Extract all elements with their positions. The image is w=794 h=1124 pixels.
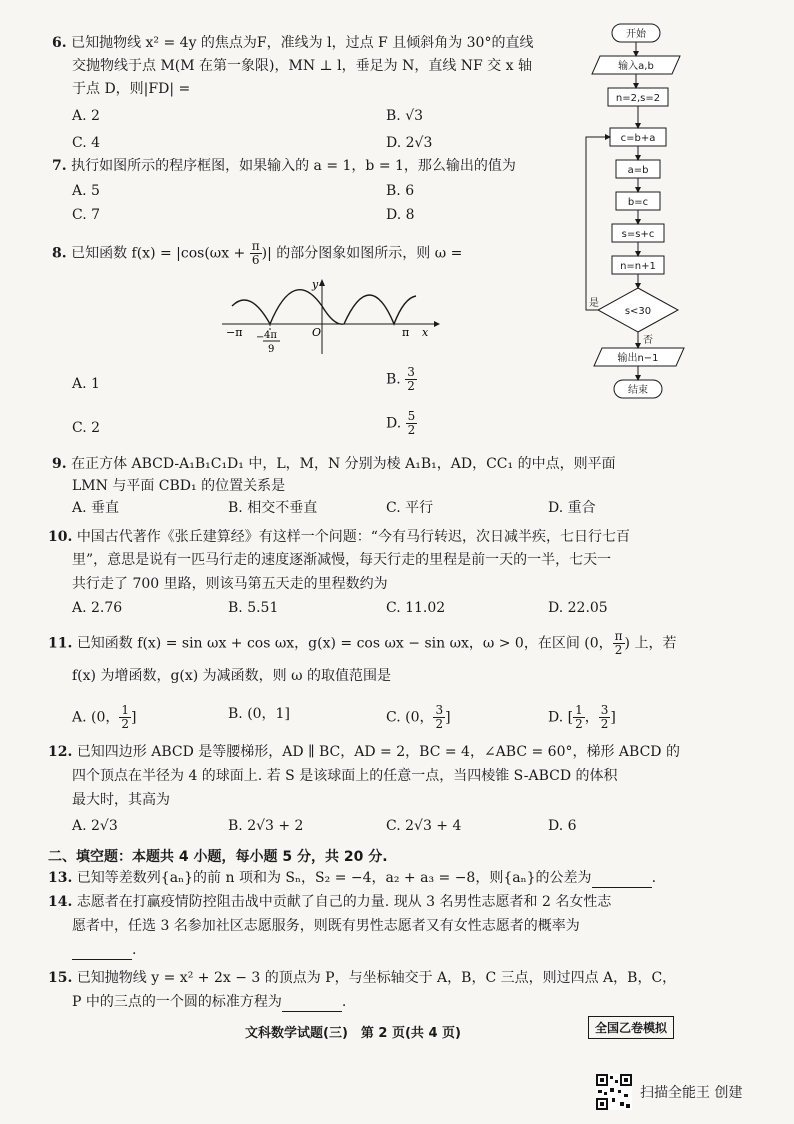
q9-option-d: D. 重合 (548, 500, 596, 516)
svg-text:输入a,b: 输入a,b (618, 61, 654, 72)
svg-text:c=b+a: c=b+a (620, 133, 656, 144)
graph-neg-pi-label: −π (226, 326, 243, 339)
q8-function-graph (222, 276, 442, 356)
q10-line3: 共行走了 700 里路，则该马第五天走的里程数约为 (72, 576, 388, 592)
page-footer-title: 文科数学试题(三) 第 2 页(共 4 页) (245, 1026, 461, 1041)
q6-option-d: D. 2√3 (386, 135, 433, 151)
q9-option-a: A. 垂直 (72, 500, 120, 516)
q12-option-d: D. 6 (548, 818, 577, 834)
q6-option-a: A. 2 (72, 108, 100, 124)
svg-text:开始: 开始 (626, 29, 646, 40)
q7-option-c: C. 7 (72, 207, 101, 223)
graph-origin-label: O (312, 326, 322, 339)
q7-option-b: B. 6 (386, 183, 415, 199)
q14-answer-blank[interactable] (72, 945, 132, 960)
q10-option-a: A. 2.76 (72, 600, 123, 616)
q6-option-b: B. √3 (386, 108, 424, 124)
q6-line3: 于点 D，则|FD| = (72, 81, 191, 97)
q7-line1: 7. 执行如图所示的程序框图，如果输入的 a = 1，b = 1，那么输出的值为 (52, 158, 516, 174)
q14-line2: 愿者中，任选 3 名参加社区志愿服务，则既有男性志愿者又有女性志愿者的概率为 (72, 918, 580, 934)
svg-text:是: 是 (589, 298, 599, 309)
svg-text:n=2,s=2: n=2,s=2 (615, 93, 661, 104)
q8-option-d: D. $\frac{5}{2}$ (386, 409, 416, 437)
q12-line1: 12. 已知四边形 ABCD 是等腰梯形，AD ∥ BC，AD = 2，BC = 4，∠ABC = 60°，梯形 ABCD 的 (48, 744, 680, 760)
q6-line2: 交抛物线于点 M(M 在第一象限)，MN ⊥ l，垂足为 N，直线 NF 交 x 轴 (72, 58, 532, 74)
q11-option-d: D. [ $\frac{1}{2}$ ， $\frac{3}{2}$ ] (548, 703, 616, 731)
q10-option-c: C. 11.02 (386, 600, 446, 616)
scanner-watermark: 扫描全能王 创建 (640, 1085, 743, 1101)
q6-option-c: C. 4 (72, 135, 101, 151)
q8-option-b: B. $\frac{3}{2}$ (386, 365, 415, 393)
q12-option-c: C. 2√3 + 4 (386, 818, 462, 834)
svg-text:s<30: s<30 (624, 306, 652, 317)
svg-text:结束: 结束 (628, 385, 648, 396)
exam-badge: 全国乙卷模拟 (588, 1016, 674, 1039)
q9-option-b: B. 相交不垂直 (228, 500, 318, 516)
q9-option-c: C. 平行 (386, 500, 434, 516)
qr-code-icon (596, 1074, 632, 1110)
q10-line2: 里”，意思是说有一匹马行走的速度逐渐减慢，每天行走的里程是前一天的一半，七天一 (72, 552, 612, 568)
q7-flowchart (568, 18, 726, 410)
svg-text:a=b: a=b (627, 165, 649, 176)
svg-text:b=c: b=c (627, 197, 649, 208)
graph-tick-top: 4π (264, 330, 277, 341)
q13-answer-blank[interactable] (592, 873, 652, 888)
q11-line2: f(x) 为增函数，g(x) 为减函数，则 ω 的取值范围是 (72, 668, 391, 684)
q13-line1: 13. 已知等差数列{aₙ}的前 n 项和为 Sₙ，S₂ = −4，a₂ + a₃ = −8，则{aₙ}的公差为 . (48, 870, 657, 886)
q10-line1: 10. 中国古代著作《张丘建算经》有这样一个问题：“今有马行转迟，次日减半疾，七日行七百 (48, 529, 630, 545)
q12-option-a: A. 2√3 (72, 818, 118, 834)
q11-line1: 11. 已知函数 f(x) = sin ωx + cos ωx，g(x) = cos ωx − sin ωx，ω > 0，在区间 (0， $\frac{\pi}{2}$ ) 上，若 (48, 629, 677, 657)
svg-text:n=n+1: n=n+1 (620, 261, 656, 272)
graph-pi-label: π (402, 326, 410, 339)
q12-option-b: B. 2√3 + 2 (228, 818, 304, 834)
q8-line1: 8. 已知函数 f(x) = |cos(ωx + $\frac{\pi}{6}$ )| 的部分图象如图所示，则 ω = (52, 239, 463, 267)
graph-tick-bottom: 9 (268, 344, 275, 355)
svg-text:输出n−1: 输出n−1 (617, 353, 659, 364)
q15-answer-blank[interactable] (282, 997, 342, 1012)
q12-line2: 四个顶点在半径为 4 的球面上. 若 S 是该球面上的任意一点，当四棱锥 S-ABCD 的体积 (72, 768, 618, 784)
q7-option-d: D. 8 (386, 207, 415, 223)
q8-option-a: A. 1 (72, 376, 100, 392)
q11-option-a: A. (0， $\frac{1}{2}$ ] (72, 703, 137, 731)
q14-answer-line: . (72, 940, 136, 960)
q7-option-a: A. 5 (72, 183, 100, 199)
q10-option-d: D. 22.05 (548, 600, 608, 616)
q12-line3: 最大时，其高为 (72, 792, 170, 808)
q15-line2: P 中的三点的一个圆的标准方程为 . (72, 994, 347, 1010)
q15-line1: 15. 已知抛物线 y = x² + 2x − 3 的顶点为 P，与坐标轴交于 A，B，C 三点，则过四点 A，B，C， (48, 970, 677, 986)
graph-x-label: x (422, 326, 429, 339)
q9-line1: 9. 在正方体 ABCD-A₁B₁C₁D₁ 中，L，M，N 分别为棱 A₁B₁，AD，CC₁ 的中点，则平面 (52, 456, 616, 472)
svg-text:否: 否 (643, 335, 653, 346)
q14-line1: 14. 志愿者在打赢疫情防控阻击战中贡献了自己的力量. 现从 3 名男性志愿者和 2 名女性志 (48, 894, 612, 910)
q10-option-b: B. 5.51 (228, 600, 279, 616)
section-fill-in-title: 二、填空题：本题共 4 小题，每小题 5 分，共 20 分. (48, 849, 388, 865)
svg-text:s=s+c: s=s+c (621, 229, 655, 240)
q11-option-b: B. (0，1] (228, 706, 290, 722)
q9-line2: LMN 与平面 CBD₁ 的位置关系是 (72, 478, 286, 494)
graph-y-label: y (312, 278, 319, 291)
graph-tick-sign: − (256, 332, 265, 343)
q11-option-c: C. (0， $\frac{3}{2}$ ] (386, 703, 451, 731)
q8-option-c: C. 2 (72, 420, 101, 436)
q6-line1: 6. 已知抛物线 x² = 4y 的焦点为F，准线为 l，过点 F 且倾斜角为 30°的直线 (52, 35, 534, 51)
